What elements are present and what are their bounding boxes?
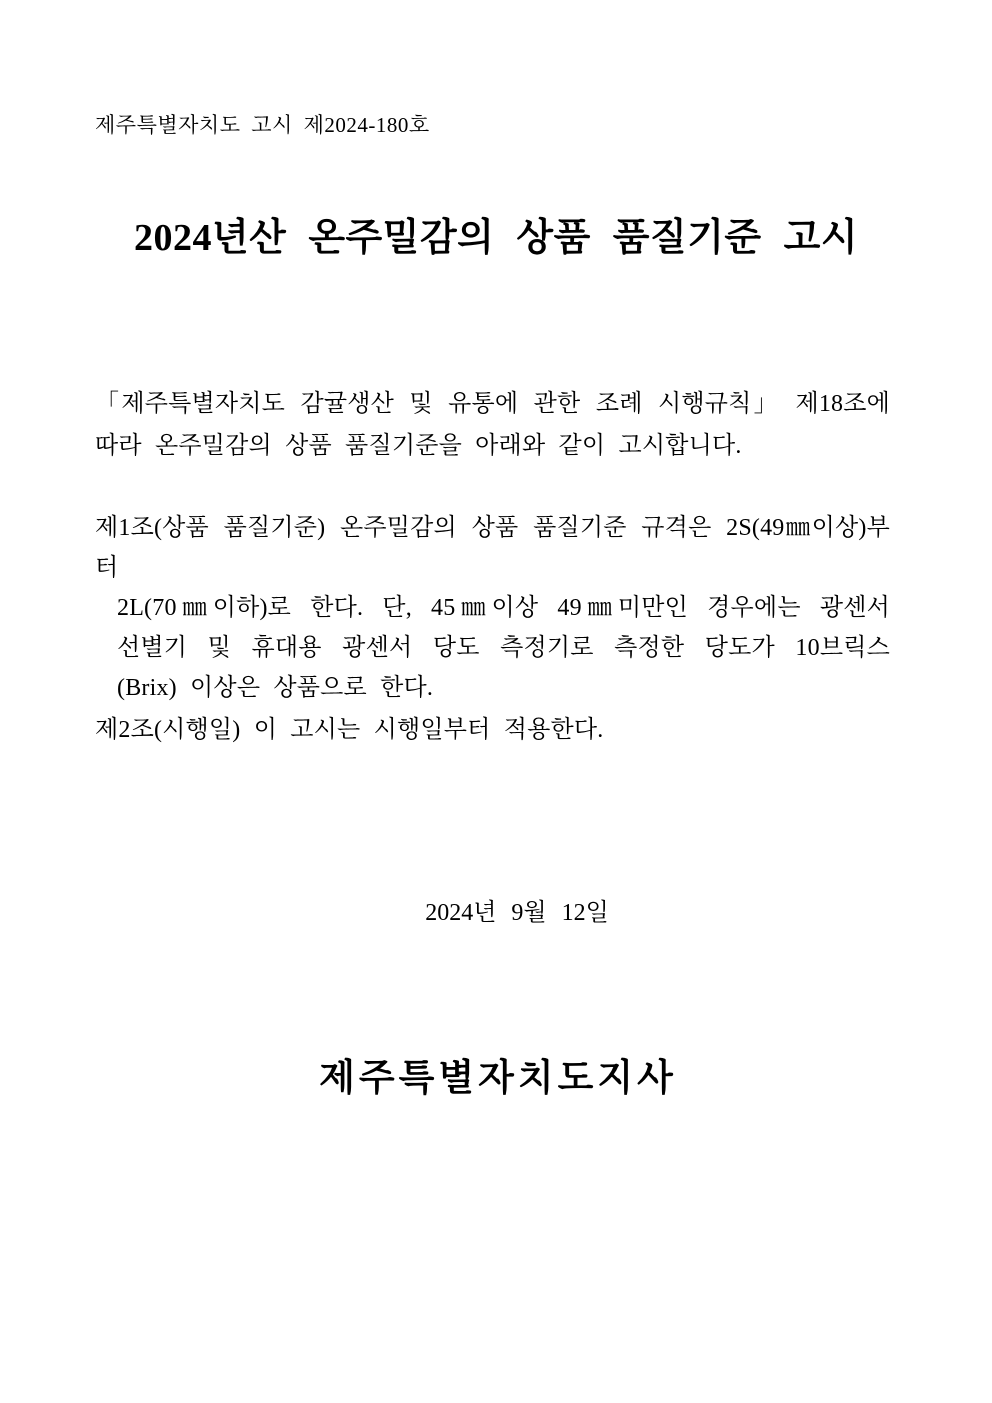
intro-line-1: 「제주특별자치도 감귤생산 및 유통에 관한 조례 시행규칙」 제18조에 (95, 391, 890, 417)
page-title: 2024년산 온주밀감의 상품 품질기준 고시 (133, 217, 859, 259)
intro-paragraph (95, 383, 890, 467)
doc-number: 제주특별자치도 고시 제2024-180호 (95, 113, 430, 137)
article-1-paragraph (95, 508, 890, 708)
article-1-line-3: 선별기 및 휴대용 광센서 당도 측정기로 측정한 당도가 10브릭스 (117, 635, 890, 661)
intro-line-2: 따라 온주밀감의 상품 품질기준을 아래와 같이 고시합니다. (95, 433, 742, 459)
issue-date: 2024년 9월 12일 (425, 900, 609, 926)
article-1-line-2: 2L(70㎜이하)로 한다. 단, 45㎜이상 49㎜미만인 경우에는 광센서 (117, 595, 890, 621)
article-2-paragraph (95, 710, 890, 750)
article-1-line-4: (Brix) 이상은 상품으로 한다. (117, 675, 434, 701)
article-2-line-1: 제2조(시행일) 이 고시는 시행일부터 적용한다. (95, 717, 604, 743)
issuer-signature: 제주특별자치도지사 (319, 1058, 677, 1099)
article-1-line-1: 제1조(상품 품질기준) 온주밀감의 상품 품질기준 규격은 2S(49㎜이상)부터 (95, 515, 890, 581)
